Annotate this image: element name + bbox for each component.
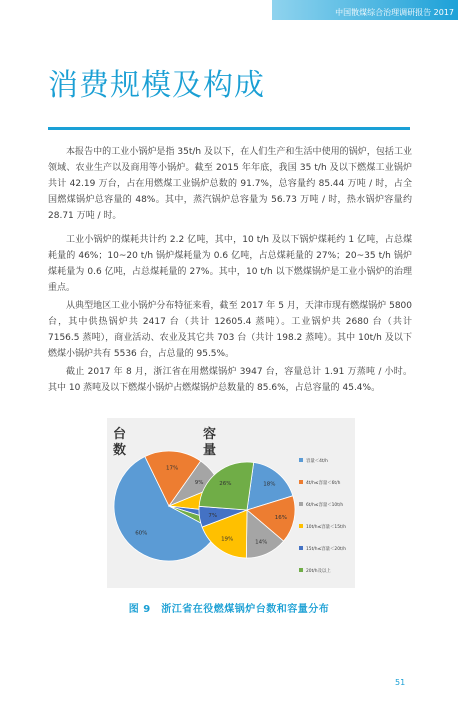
- legend-swatch: [299, 502, 303, 506]
- legend-swatch: [299, 480, 303, 484]
- pie-title-char: 容: [203, 427, 217, 442]
- pie-data-label: 26%: [219, 481, 232, 488]
- figure-caption: 图 9 浙江省在役燃煤锅炉台数和容量分布: [128, 604, 330, 615]
- legend-swatch: [299, 546, 303, 550]
- paragraph-3: 从典型地区工业小锅炉分布特征来看，截至 2017 年 5 月，天津市现有燃煤锅炉 5800 台，其中供热锅炉共 2417 台（共计 12605.4 蒸吨）。工业锅炉共 2680 台（共计 7156.5 蒸吨），商业活动、农业及其它共 703 台（共计 198.2 蒸吨）。其中 10t/h 及以下燃煤小锅炉共有 5536 台，占总量的 95.5%。: [48, 301, 412, 359]
- legend-swatch: [299, 524, 303, 528]
- pie-data-label: 17%: [165, 465, 179, 472]
- pie-title-char: 数: [113, 443, 127, 458]
- pie-data-label: 16%: [274, 514, 287, 521]
- pie-charts-svg: [107, 418, 355, 588]
- pie-data-label: 19%: [221, 536, 234, 543]
- legend-label: 10t/h≤容量＜15t/h: [306, 525, 346, 530]
- legend-label: 20t/h及以上: [306, 569, 331, 574]
- pie-data-label: 7%: [208, 512, 218, 519]
- page-title: 消费规模及构成: [48, 68, 265, 103]
- running-title: 中国散煤综合治理调研报告 2017: [335, 8, 454, 17]
- legend-label: 15t/h≤容量＜20t/h: [306, 547, 346, 552]
- pie-data-label: 14%: [255, 539, 268, 546]
- legend-label: 4t/h≤容量＜6t/h: [306, 481, 341, 486]
- paragraph-1: 本报告中的工业小锅炉是指 35t/h 及以下，在人们生产和生活中使用的锅炉，包括工业领域、农业生产以及商用等小锅炉。截至 2015 年年底，我国 35 t/h 及以下燃煤工业锅炉共计 42.19 万台，占在用燃煤工业锅炉总数的 91.7%，总容量约 85.44 万吨 / 时，占全国燃煤锅炉总容量的 48%。其中，蒸汽锅炉总容量为 56.73 万吨 / 时，热水锅炉容量约 28.71 万吨 / 时。: [48, 147, 412, 221]
- paragraph-2: 工业小锅炉的煤耗共计约 2.2 亿吨，其中，10 t/h 及以下锅炉煤耗约 1 亿吨，占总煤耗量的 46%；10~20 t/h 锅炉煤耗量为 0.6 亿吨，占总煤耗量的 27%；20~35 t/h 锅炉煤耗量为 0.6 亿吨，占总煤耗量的 27%。其中，10 t/h 以下燃煤锅炉是工业小锅炉的治理重点。: [48, 235, 412, 293]
- pie-data-label: 18%: [263, 481, 276, 488]
- legend-swatch: [299, 568, 303, 572]
- legend-label: 6t/h≤容量＜10t/h: [306, 503, 344, 508]
- pie-title-char: 量: [203, 443, 217, 458]
- pie-title-char: 台: [113, 427, 127, 442]
- title-underline: [48, 127, 410, 130]
- pie-data-label: 9%: [194, 479, 204, 486]
- paragraph-4: 截止 2017 年 8 月，浙江省在用燃煤锅炉 3947 台，容量总计 1.91 万蒸吨 / 小时。其中 10 蒸吨及以下燃煤小锅炉占燃煤锅炉总数量的 85.6%，占总容量的 45.4%。: [48, 367, 412, 393]
- page-number: 51: [395, 678, 406, 687]
- legend-label: 容量＜4t/h: [306, 459, 328, 464]
- pie-data-label: 60%: [135, 530, 148, 537]
- legend-swatch: [299, 458, 303, 462]
- figure-pie-charts: [107, 418, 355, 588]
